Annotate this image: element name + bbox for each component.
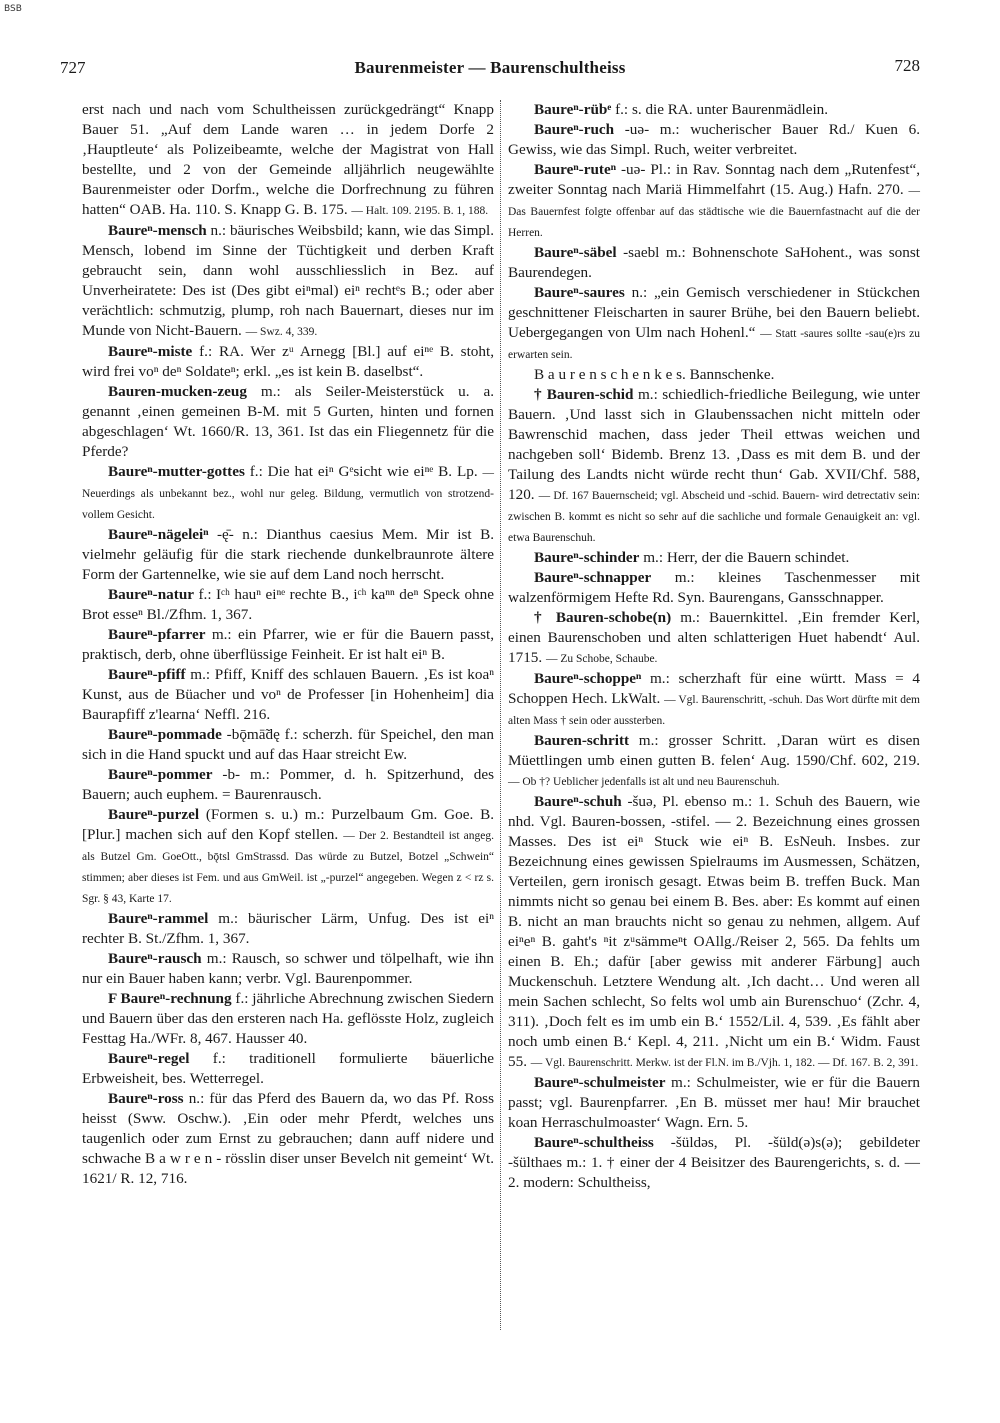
entry-headword: Baureⁿ-ruch [534,121,615,138]
entry-note: — Swz. 4, 339. [245,326,318,338]
page-number-left: 727 [60,58,86,77]
dictionary-entry [508,160,920,243]
entry-headword: Baureⁿ-schultheiss [534,1134,654,1151]
entry-definition: f.: jährliche Abrechnung zwischen Siedern und Bauern über das den ersteren nach Ha. geflösste Holz, zugleich Festtag Ha./WFr. 8, 467. Hausser 40. [82,990,494,1047]
entry-definition: -šüldəs, Pl. -šüld(ə)s(ə); gebildeter -šülthaes m.: 1. † einer der 4 Beisitzer des Baurengerichts, s. d. — 2. modern: Schultheiss, [508,1134,920,1191]
entry-definition: m.: Rausch, so schwer und tölpelhaft, wie ihn nur ein Bauer haben kann; verbr. Vgl. Baurenpommer. [82,950,494,987]
dictionary-entry [82,665,494,725]
entry-headword: Baureⁿ-rausch [108,950,202,967]
entry-definition: n.: bäurisches Weibsbild; kann, wie das Simpl. Mensch, lobend im Sinne der Tüchtigkeit und derben Kraft gebraucht sein, dann wohl ausschliesslich in Bez. auf Unverheiratete: Des ist (Des gibt eiⁿmal) eiⁿ rechtᵉs B.; oder aber verächtlich: schmutzig, plump, roh nach Bauernart, dieses nur im Munde von Nicht-Bauern. [82,222,494,339]
dictionary-entry [82,1089,494,1189]
dictionary-entry [508,548,920,568]
dictionary-entry [82,765,494,805]
entry-headword: Baureⁿ-pfarrer [108,626,206,643]
entry-headword: Baureⁿ-säbel [534,244,617,261]
entry-definition: m.: als Seiler-Meisterstück u. a. genannt ‚einen gemeinen B-M. mit 5 Gurten, hinten und fornen abgeschlagen‘ Wt. 1660/R. 13, 361. Ist das ein Fliegennetz für die Pferde? [82,383,494,460]
entry-definition: f.: Iᶜʰ hauⁿ eiⁿᵉ rechte B., iᶜʰ kaⁿⁿ deⁿ Speck ohne Brot esseⁿ Bl./Zfhm. 1, 367. [82,586,494,623]
entry-definition: -uə- Pl.: in Rav. Sonntag nach dem „Rutenfest“, zweiter Sonntag nach Mariä Himmelfahrt (15. Aug.) Hafn. 270. [508,161,920,198]
entry-note: — Das Bauernfest folgte offenbar auf das städtische wie die Bauernfastnacht auf die der Herren. [508,185,921,239]
dictionary-entry [82,805,494,909]
entry-headword: Baureⁿ-rübᵉ [534,101,612,118]
entry-note: — Neuerdings als unbekannt bez., wohl nur geleg. Bildung, vermutlich von strotzend-vollem Gesicht. [82,467,495,521]
entry-headword: Baureⁿ-schulmeister [534,1074,666,1091]
entry-headword: Bauren-schritt [534,732,630,749]
dictionary-entry [508,669,920,731]
entry-note: — Vgl. Baurenschritt, -schuh. Das Wort dürfte mit dem alten Mass † sein oder aussterben. [508,694,921,727]
entry-headword: Baureⁿ-ruteⁿ [534,161,616,178]
dictionary-entry [508,792,920,1073]
entry-headword: Baureⁿ-nägeleiⁿ [108,526,209,543]
page-number-right: 728 [894,56,920,75]
dictionary-entry [82,725,494,765]
entry-headword: Baureⁿ-saures [534,284,625,301]
entry-definition: -bǭmā̃dę f.: scherzh. für Speichel, den man sich in die Hand spuckt und auf das Haar streicht Ew. [82,726,494,763]
left-column [82,100,494,1189]
dictionary-entry [508,568,920,608]
dictionary-entry [508,120,920,160]
entry-note: — Halt. 109. 2195. B. 1, 188. [351,205,489,217]
dictionary-entry [508,243,920,283]
dictionary-entry [82,382,494,462]
dictionary-entry [82,221,494,342]
entry-headword: Baureⁿ-ross [108,1090,184,1107]
entry-definition: (Formen s. u.) m.: Purzelbaum Gm. Goe. B. [Plur.] machen sich auf den Kopf stellen. [82,806,494,843]
entry-headword: Baureⁿ-pommer [108,766,213,783]
running-title: Baurenmeister — Baurenschultheiss [354,58,626,77]
dictionary-entry [508,1133,920,1193]
entry-definition: -b- m.: Pommer, d. h. Spitzerhund, des Bauern; auch euphem. = Baurenrausch. [82,766,494,803]
entry-definition: f.: traditionell formulierte bäuerliche Erbweisheit, bes. Wetterregel. [82,1050,494,1087]
entry-definition: m.: Pfiff, Kniff des schlauen Bauern. ‚Es ist koaⁿ Kunst, aus de Büacher und voⁿ de Professer [in Hohenheim] dia Baurapfiff z'learna‘ Neffl. 216. [82,666,494,723]
entry-headword: Baureⁿ-rammel [108,910,209,927]
entry-definition: -ę̄- n.: Dianthus caesius Mem. Mir ist B. vielmehr geläufig für die stark riechende dunkelbraunrote ältere Form der Gartennelke, wie sie auf dem Land noch herrscht. [82,526,494,583]
entry-note: — Statt -saures sollte -sau(e)rs zu erwarten sein. [508,328,921,361]
entry-definition: -uə- m.: wucherischer Bauer Rd./ Kuen 6. Gewiss, wie das Simpl. Ruch, weiter verbreitet. [508,121,920,158]
page-header [60,56,920,84]
entry-headword: Baureⁿ-purzel [108,806,200,823]
entry-note: — Der 2. Bestandteil ist angeg. als Butzel Gm. GoeOtt., bǭtsl GmStrassd. Das würde zu Butzel, Botzel „Schwein“ stimmen; aber dieses ist Fem. und aus GmWeil. ist „-purzel“ angegeben. Wegen z < rz s. Sgr. § 43, Karte 17. [82,830,494,905]
entry-definition: erst nach und nach vom Schultheissen zurückgedrängt“ Knapp Bauer 51. „Auf dem Lande waren … in jedem Dorfe 2 ‚Hauptleute‘ als Polizeibeamte, welche der Magistrat von Hall bestellte, und 2 von der Gemeinde alljährlich neugewählte Baurenmeister oder Dorfm., welche die Dorfrechnung zu führen hatten“ OAB. Ha. 110. S. Knapp G. B. 175. [82,101,494,218]
entry-definition: f.: RA. Wer zᵘ Arnegg [Bl.] auf eiⁿᵉ B. stoht, wird frei voⁿ deⁿ Soldateⁿ; erkl. „es ist kein B. daselbst“. [82,343,494,380]
entry-definition: m.: Schulmeister, wie er für die Bauern passt; vgl. Baurenpfarrer. ‚En B. müsset mer hau! Mir brauchet koan Herraschulmoaster‘ Wagn. Ern. 5. [508,1074,920,1131]
dictionary-entry [82,342,494,382]
entry-definition: -saebl m.: Bohnenschote SaHohent., was sonst Baurendegen. [508,244,920,281]
entry-definition: m.: schiedlich-friedliche Beilegung, wie unter Bauern. ‚Und lasst sich in Glaubenssachen nicht mitteln oder Bawrenschid machen, dass jeder Theil ettwas weichen und nachgeben soll‘ Bidemb. Brenz 13. ‚Dass es mit dem B. und der Tailung des Landts nicht würde recht thun‘ Gab. XVII/Chf. 588, 120. [508,386,920,503]
dictionary-entry [508,100,920,120]
entry-headword: Baureⁿ-mutter-gottes [108,463,245,480]
entry-definition: -šuə, Pl. ebenso m.: 1. Schuh des Bauern, wie nhd. Vgl. Bauren-bossen, -stifel. — 2. Bezeichnung eines grossen Masses. Des ist eiⁿ Stuck wie eiⁿ B. EsNeuh. Insbes. zur Bezeichnung eines gewissen Spielraums im Ausmessen, Schätzen, Verteilen, gern ironisch gesagt. Etwas beim B. treffen Buck. Man nimmts nicht so genau bei einem B. Bes. aber: Es kommt auf einen B. nicht an man brauchts nicht so genau zu nehmen, allgem. Auf eiⁿeⁿ B. gaht's ⁿit zᵘsämmeⁿt OAllg./Reiser 2, 565. Da fehlts um einen B. Eh.; dafür [aber gewiss mit anderer Färbung] auch Muckenschuh. Letztere Wendung alt. ‚Ich dacht… Und weren all mein Sachen schlecht, So felts wol umb ain Burenschuo‘ (Zchr. 4, 311). ‚Doch felt es im umb ein B.‘ 1552/Lil. 4, 539. ‚Es fählt aber noch umb einen B.‘ Kepl. 4, 211. ‚Nicht um ein B.‘ Widm. Faust 55. [508,793,920,1070]
entry-headword: Baureⁿ-regel [108,1050,190,1067]
entry-definition: n.: „ein Gemisch verschiedener in Stückchen geschnittener Fleischarten in saurer Brühe, bei den Bauern beliebt. Uebergegangen von Ulm nach Hohenl.“ [508,284,920,341]
dictionary-entry [508,731,920,792]
entry-definition: f.: Die hat eiⁿ Gᵉsicht wie eiⁿᵉ B. Lp. [244,463,478,480]
entry-definition: n.: für das Pferd des Bauern da, wo das Pf. Ross heisst (Sww. Oschw.). ‚Ein oder mehr Pferdt, welches uns taugenlich oder zum Ernst zu gebrauchen; dann auff nidere und schwache B a w r e n - rösslin diser unser Bevelch nit gemeint‘ Wt. 1621/ R. 12, 716. [82,1090,494,1187]
dictionary-entry [508,385,920,548]
library-stamp: BSB [4,4,22,14]
dictionary-entry [82,585,494,625]
dictionary-entry [82,1049,494,1089]
dictionary-entry [508,1073,920,1133]
entry-headword: Baureⁿ-miste [108,343,193,360]
entry-headword: Baureⁿ-pfiff [108,666,186,683]
entry-definition: f.: s. die RA. unter Baurenmädlein. [611,101,829,118]
dictionary-entry [82,909,494,949]
dictionary-entry [82,949,494,989]
entry-definition: m.: Herr, der die Bauern schindet. [639,549,850,566]
entry-headword: † Bauren-schid [534,386,634,403]
dictionary-entry [82,625,494,665]
entry-definition: B a u r e n s c h e n k e s. Bannschenke. [534,366,775,383]
dictionary-entry [508,283,920,365]
entry-definition: m.: grosser Schritt. ‚Daran würt es disen Müettlingen umb einen gutten B. felen‘ Aug. 1590/Chf. 602, 219. [508,732,920,769]
dictionary-entry [82,100,494,221]
right-column [508,100,920,1193]
entry-headword: Baureⁿ-mensch [108,222,207,239]
dictionary-entry [508,365,920,385]
dictionary-entry [508,608,920,669]
dictionary-entry [82,462,494,525]
column-divider [500,100,501,1330]
entry-definition: m.: ein Pfarrer, wie er für die Bauern passt, praktisch, derb, ohne überflüssige Feinheit. Er ist halt eiⁿ B. [82,626,494,663]
entry-note: — Zu Schobe, Schaube. [545,653,658,665]
dictionary-entry [82,989,494,1049]
entry-definition: m.: kleines Taschenmesser mit walzenförmigem Hefte Rd. Syn. Baurengans, Gansschnapper. [508,569,920,606]
dictionary-entry [82,525,494,585]
entry-headword: Baureⁿ-schuh [534,793,622,810]
entry-definition: m.: Bauernkittel. ‚Ein fremder Kerl, einen Baurenschoben und alten schlatterigen Huet habendt‘ Aul. 1715. [508,609,920,666]
entry-headword: Bauren-mucken-zeug [108,383,247,400]
entry-headword: F Baureⁿ-rechnung [108,990,232,1007]
entry-definition: m.: bäurischer Lärm, Unfug. Des ist eiⁿ rechter B. St./Zfhm. 1, 367. [82,910,494,947]
entry-note: — Ob †? Ueblicher jedenfalls ist alt und neu Baurenschuh. [508,776,780,788]
entry-headword: Baureⁿ-natur [108,586,195,603]
entry-headword: Baureⁿ-schnapper [534,569,652,586]
entry-headword: Baureⁿ-schinder [534,549,640,566]
entry-headword: † Bauren-schobe(n) [534,609,672,626]
entry-headword: Baureⁿ-schoppeⁿ [534,670,642,687]
entry-definition: m.: scherzhaft für eine württ. Mass = 4 Schoppen Hech. LkWalt. [508,670,920,707]
entry-headword: Baureⁿ-pommade [108,726,222,743]
entry-note: — Vgl. Baurenschritt. Merkw. ist der Fl.N. im B./Vjh. 1, 182. — Df. 167. B. 2, 391. [530,1057,919,1069]
entry-note: — Df. 167 Bauernscheid; vgl. Abscheid und -schid. Bauern- wird detrectativ sein: zwischen B. kommt es nicht so sehr auf die sachliche und formale Genauigkeit an: vgl. etwa Baurenschuh. [508,490,920,544]
